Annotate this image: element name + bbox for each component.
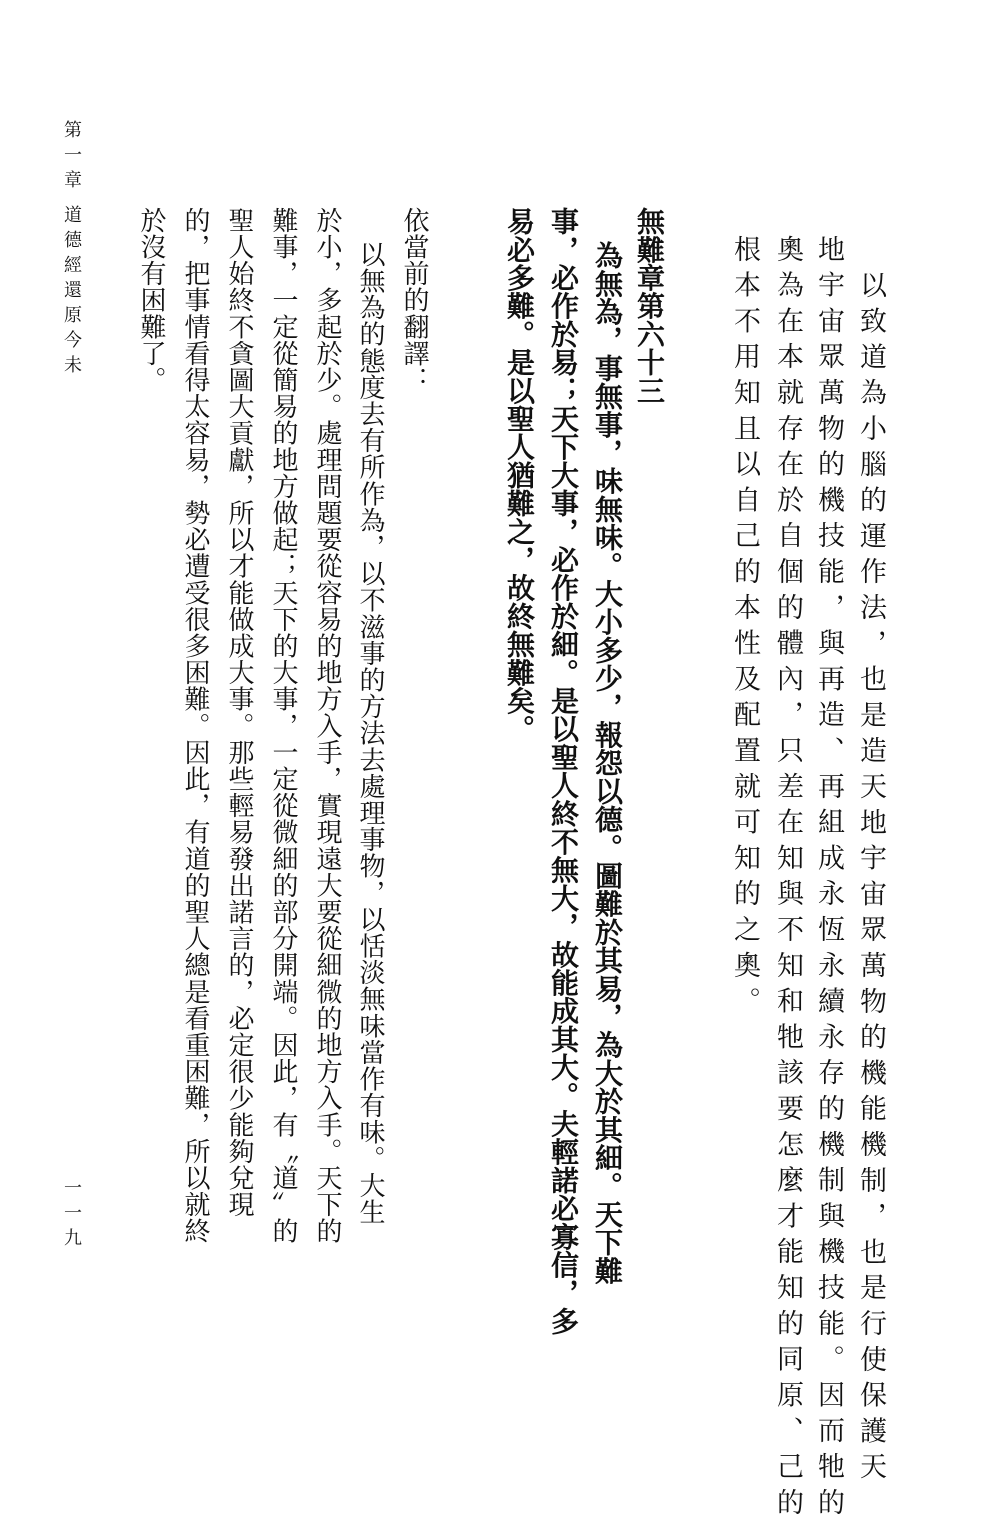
translation-line-3: 難事，一定從簡易的地方做起；天下的大事，一定從微細的部分開端。因此，有〝道〞的: [268, 207, 298, 1245]
intro-line-2: 地宇宙眾萬物的機技能，與再造、再組成永恆永續永存的機制與機技能。因而牠的: [813, 235, 844, 1524]
intro-line-4: 根本不用知且以自己的本性及配置就可知的之奧。: [729, 235, 760, 1023]
translation-line-4: 聖人始終不貪圖大貢獻，所以才能做成大事。那些輕易發出諾言的，必定很少能夠兌現: [224, 207, 254, 1218]
translation-line-2: 於小，多起於少。處理問題要從容易的地方入手，實現遠大要從細微的地方入手。天下的: [312, 207, 342, 1245]
chapter-label: 第一章: [61, 120, 82, 195]
classic-line-3: 易必多難。是以聖人猶難之，故終無難矣。: [503, 207, 536, 743]
classic-line-2: 事，必作於易；天下大事，必作於細。是以聖人終不無大，故能成其大。夫輕諾必寡信，多: [547, 207, 580, 1335]
book-title: 道德經還原今未: [61, 205, 82, 380]
section-heading: 無難章第六十三: [633, 207, 666, 405]
translation-line-1: 以無為的態度去有所作為，以不滋事的方法去處理事物，以恬淡無味當作有味。大生: [355, 241, 385, 1226]
classic-line-1: 為無為，事無事，味無味。大小多少，報怨以德。圖難於其易，為大於其細。天下難: [591, 241, 624, 1285]
translation-line-6: 於沒有困難了。: [136, 207, 166, 394]
intro-line-3: 奧為在本就存在於自個的體內，只差在知與不知和牠該要怎麼才能知的同原、己的: [772, 235, 803, 1524]
translation-line-5: 的，把事情看得太容易，勢必遭受很多困難。因此，有道的聖人總是看重困難，所以就終: [180, 207, 210, 1245]
page-number: 一一九: [61, 1178, 82, 1253]
intro-line-1: 以致道為小腦的運作法，也是造天地宇宙眾萬物的機能機制，也是行使保護天: [855, 271, 886, 1489]
translation-heading: 依當前的翻譯：: [399, 207, 429, 394]
